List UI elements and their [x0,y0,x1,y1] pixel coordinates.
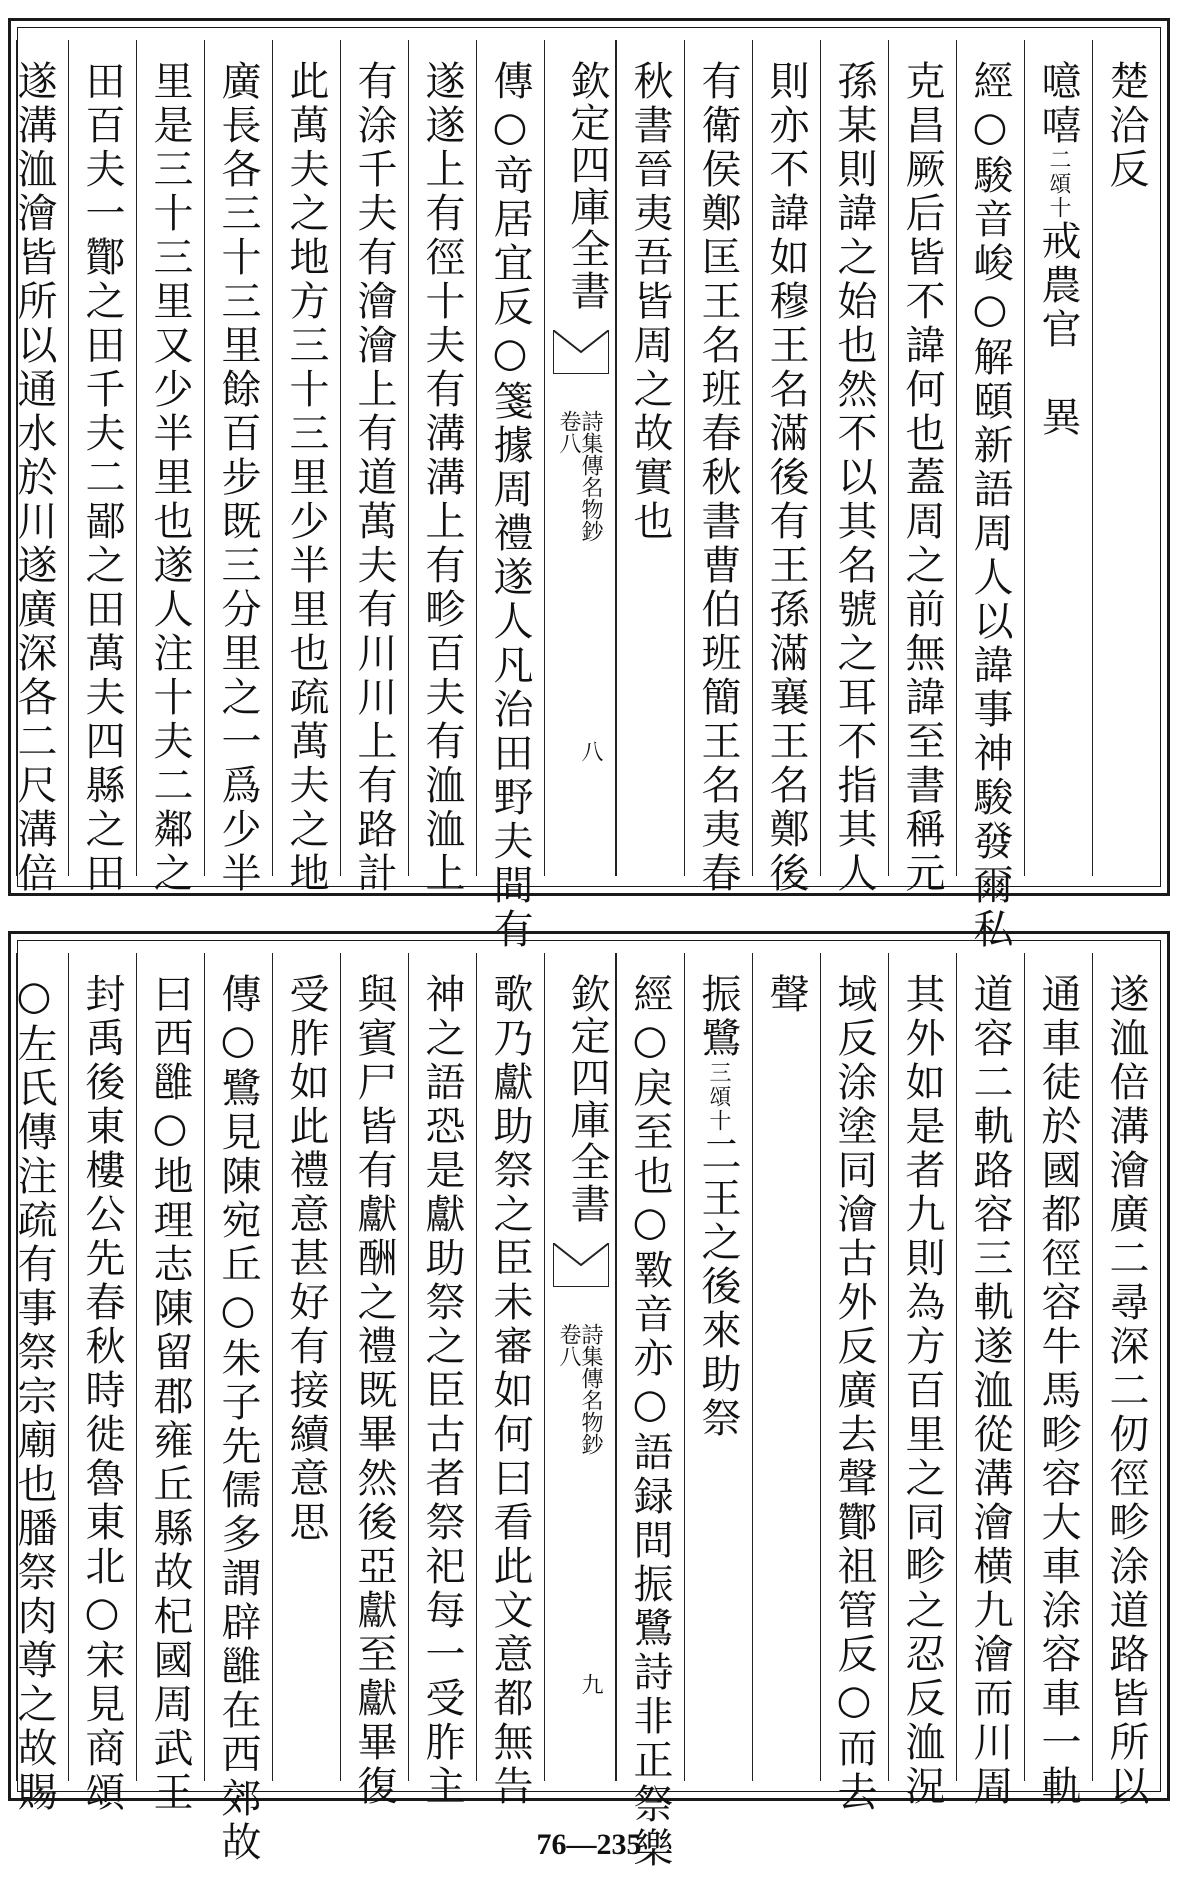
bottom-left-column-4 [272,953,340,1781]
bottom-column-6 [752,953,820,1781]
library-title: 欽定四庫全書 [564,973,610,1225]
bottom-left-column-3 [340,953,408,1809]
top-page-inner-border [11,27,1161,952]
column-text: 此萬夫之地方三十三里少半里也疏萬夫之地 [283,60,329,896]
column-text: 受胙如此禮意甚好有接續意思 [283,973,329,1545]
top-left-column-2 [408,40,476,896]
top-column-2 [1024,40,1092,876]
column-text: 廣長各三十三里餘百步既三分里之一爲少半 [215,60,261,896]
column-text: 通車徒於國都徑容牛馬畛容大車涂容車一軌 [1035,973,1081,1809]
bottom-center-spine [544,953,616,1781]
column-text: 域反涂塗同澮古外反廣去聲酇祖管反○而去 [831,973,877,1815]
bottom-column-5 [820,953,888,1815]
column-text: 與賓尸皆有獻酬之禮既畢然後亞獻至獻畢復 [351,973,397,1809]
library-title: 欽定四庫全書 [564,60,610,312]
column-text: 傳○鷺見陳宛丘○朱子先儒多謂辟雝在西郊故 [215,973,261,1865]
column-text: 遂遂上有徑十夫有溝溝上有畛百夫有洫洫上 [419,60,465,896]
top-column-8 [616,40,684,876]
poem-subtitle: 戒農官 異 [1035,220,1081,440]
bottom-left-column-5 [204,953,272,1865]
poem-note: 二頌十 [1046,148,1071,220]
top-left-column-3 [340,40,408,896]
top-left-column-1 [476,40,544,952]
top-column-5 [820,40,888,896]
top-column-6 [752,40,820,896]
column-text: 封禹後東樓公先春秋時徙魯東北○宋見商頌 [79,973,125,1815]
top-column-1 [1092,40,1160,876]
bottom-left-column-2 [408,953,476,1809]
column-text: 克昌厥后皆不諱何也蓋周之前無諱至書稱元 [899,60,945,896]
column-text: 秋書晉夷吾皆周之故實也 [627,60,673,544]
column-text: 田百夫一酇之田千夫二鄙之田萬夫四縣之田 [79,60,125,896]
top-left-column-6 [136,40,204,896]
bottom-left-column-8 [11,953,68,1815]
bottom-left-column-6 [136,953,204,1815]
top-left-column-5 [204,40,272,896]
column-text [1025,60,1092,440]
column-text: 里是三十三里又少半里也遂人注十夫二鄰之 [147,60,193,896]
column-text: 歌乃獻助祭之臣未審如何曰看此文意都無告 [487,973,533,1809]
bottom-column-2 [1024,953,1092,1809]
bottom-column-3 [956,953,1024,1809]
top-left-column-8 [11,40,68,896]
column-text: 孫某則諱之始也然不以其名號之耳不指其人 [831,60,877,896]
column-text: 曰西雝○地理志陳留郡雍丘縣故杞國周武王 [147,973,193,1815]
leaf-number: 八 [578,740,603,762]
column-text: 則亦不諱如穆王名滿後有王孫滿襄王名鄭後 [763,60,809,896]
top-page-panel [8,18,1170,952]
leaf-number: 九 [578,1673,603,1695]
fish-tail-ornament-icon [553,1243,609,1287]
column-text [685,973,752,1441]
top-column-7 [684,40,752,896]
top-column-4 [888,40,956,896]
column-text: 有涂千夫有澮澮上有道萬夫有川川上有路計 [351,60,397,896]
book-title: 詩集傳名物鈔 [578,1323,603,1455]
poem-title: 振鷺 [695,973,741,1061]
column-text: 遂洫倍溝澮廣二尋深二仞徑畛涂道路皆所以 [1103,973,1149,1809]
column-text: 聲 [763,973,809,1017]
book-title: 詩集傳名物鈔 [578,410,603,542]
top-left-column-4 [272,40,340,896]
bottom-left-column-7 [68,953,136,1815]
column-text: 神之語恐是獻助祭之臣古者祭祀每一受胙主 [419,973,465,1809]
fish-tail-ornament-icon [553,330,609,374]
column-text: 其外如是者九則為方百里之同畛之忍反洫況 [899,973,945,1809]
bottom-column-7 [684,953,752,1781]
poem-title: 噫嘻 [1035,60,1081,148]
column-text: 有衛侯鄭匡王名班春秋書曹伯班簡王名夷春 [695,60,741,896]
top-column-3 [956,40,1024,952]
poem-note: 三頌十 [706,1061,731,1133]
column-text: 經○戾至也○斁音亦○語録問振鷺詩非正祭樂 [627,973,673,1871]
column-text: 遂溝洫澮皆所以通水於川遂廣深各二尺溝倍 [11,60,57,896]
volume-label: 卷八 [556,1323,581,1367]
top-left-column-7 [68,40,136,896]
bottom-column-8 [616,953,684,1871]
bottom-column-4 [888,953,956,1809]
column-text: 經○駿音峻○解頤新語周人以諱事神駿發爾私 [967,60,1013,952]
column-text: ○左氏傳注疏有事祭宗廟也膰祭肉尊之故賜 [11,973,57,1815]
column-text: 道容二軌路容三軌遂洫從溝澮横九澮而川周 [967,973,1013,1809]
poem-subtitle: 二王之後來助祭 [695,1133,741,1441]
column-text: 楚洽反 [1103,60,1149,192]
bottom-column-1 [1092,953,1160,1809]
volume-label: 卷八 [556,410,581,454]
bottom-left-column-1 [476,953,544,1809]
column-text: 傳○竒居宜反○箋據周禮遂人凡治田野夫間有 [487,60,533,952]
page-number: 76—235 [536,1828,642,1861]
top-center-spine [544,40,616,876]
